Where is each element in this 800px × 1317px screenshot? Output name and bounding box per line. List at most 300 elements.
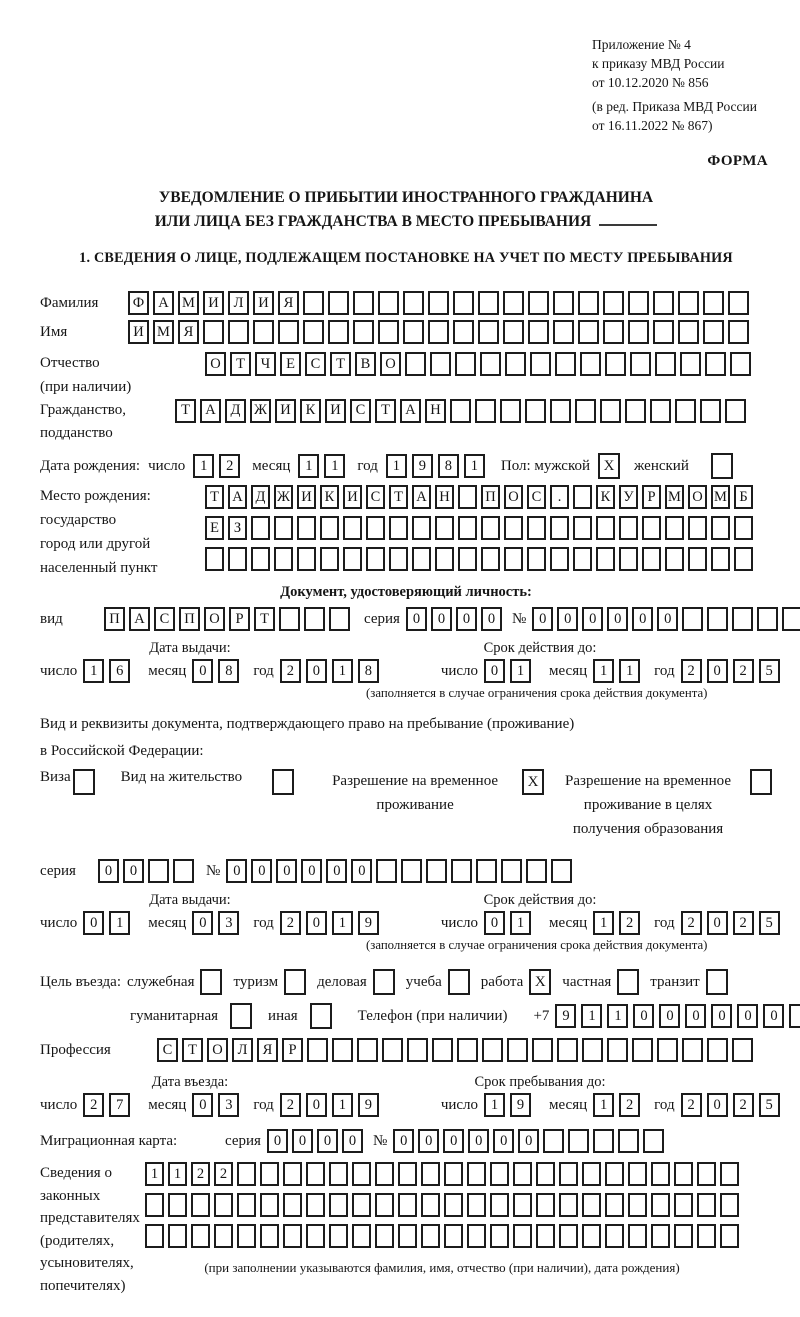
form-cell[interactable] — [605, 1162, 624, 1186]
form-cell[interactable]: 0 — [484, 659, 505, 683]
form-cell[interactable] — [605, 352, 626, 376]
form-cell[interactable] — [650, 399, 671, 423]
form-cell[interactable]: 2 — [219, 454, 240, 478]
form-cell[interactable]: 0 — [251, 859, 272, 883]
residence-permit-checkbox[interactable] — [272, 769, 294, 795]
form-cell[interactable]: 1 — [332, 659, 353, 683]
form-cell[interactable] — [527, 547, 546, 571]
form-cell[interactable]: 0 — [685, 1004, 706, 1028]
form-cell[interactable]: 0 — [393, 1129, 414, 1153]
form-cell[interactable] — [405, 352, 426, 376]
form-cell[interactable] — [596, 516, 615, 540]
form-cell[interactable]: 0 — [468, 1129, 489, 1153]
form-cell[interactable] — [582, 1193, 601, 1217]
form-cell[interactable]: Ж — [274, 485, 293, 509]
form-cell[interactable]: 0 — [707, 1093, 728, 1117]
form-cell[interactable]: Т — [175, 399, 196, 423]
form-cell[interactable] — [430, 352, 451, 376]
form-cell[interactable] — [306, 1193, 325, 1217]
form-cell[interactable] — [307, 1038, 328, 1062]
form-cell[interactable]: О — [688, 485, 707, 509]
form-cell[interactable] — [705, 352, 726, 376]
form-cell[interactable] — [536, 1224, 555, 1248]
form-cell[interactable]: 0 — [711, 1004, 732, 1028]
form-cell[interactable]: 2 — [619, 911, 640, 935]
form-cell[interactable] — [682, 1038, 703, 1062]
form-cell[interactable]: 0 — [406, 607, 427, 631]
form-cell[interactable]: 2 — [280, 911, 301, 935]
form-cell[interactable]: 9 — [555, 1004, 576, 1028]
form-cell[interactable]: Я — [257, 1038, 278, 1062]
form-cell[interactable]: П — [179, 607, 200, 631]
form-cell[interactable]: 1 — [298, 454, 319, 478]
form-cell[interactable] — [553, 320, 574, 344]
form-cell[interactable]: Я — [178, 320, 199, 344]
form-cell[interactable]: Т — [205, 485, 224, 509]
form-cell[interactable] — [578, 291, 599, 315]
form-cell[interactable]: 1 — [464, 454, 485, 478]
form-cell[interactable]: 2 — [681, 911, 702, 935]
form-cell[interactable] — [168, 1224, 187, 1248]
purpose-humanitarian-checkbox[interactable] — [230, 1003, 252, 1029]
form-cell[interactable] — [730, 352, 751, 376]
form-cell[interactable] — [674, 1224, 693, 1248]
form-cell[interactable] — [297, 516, 316, 540]
form-cell[interactable] — [582, 1038, 603, 1062]
form-cell[interactable] — [450, 399, 471, 423]
form-cell[interactable] — [382, 1038, 403, 1062]
form-cell[interactable] — [228, 547, 247, 571]
form-cell[interactable] — [444, 1162, 463, 1186]
form-cell[interactable] — [279, 607, 300, 631]
form-cell[interactable] — [467, 1193, 486, 1217]
form-cell[interactable] — [357, 1038, 378, 1062]
form-cell[interactable] — [573, 516, 592, 540]
form-cell[interactable] — [145, 1224, 164, 1248]
form-cell[interactable] — [278, 320, 299, 344]
form-cell[interactable] — [306, 1162, 325, 1186]
form-cell[interactable]: 7 — [109, 1093, 130, 1117]
temp-residence-checkbox[interactable]: X — [522, 769, 544, 795]
form-cell[interactable] — [513, 1193, 532, 1217]
form-cell[interactable]: С — [305, 352, 326, 376]
form-cell[interactable]: 8 — [358, 659, 379, 683]
form-cell[interactable]: Е — [280, 352, 301, 376]
form-cell[interactable] — [504, 516, 523, 540]
form-cell[interactable]: 0 — [532, 607, 553, 631]
form-cell[interactable] — [475, 399, 496, 423]
form-cell[interactable] — [697, 1193, 716, 1217]
form-cell[interactable] — [421, 1193, 440, 1217]
form-cell[interactable]: 0 — [557, 607, 578, 631]
form-cell[interactable] — [251, 516, 270, 540]
form-cell[interactable] — [253, 320, 274, 344]
form-cell[interactable] — [453, 320, 474, 344]
form-cell[interactable]: 0 — [306, 911, 327, 935]
form-cell[interactable]: Е — [205, 516, 224, 540]
form-cell[interactable]: М — [665, 485, 684, 509]
form-cell[interactable] — [580, 352, 601, 376]
form-cell[interactable] — [403, 291, 424, 315]
form-cell[interactable]: 2 — [733, 1093, 754, 1117]
form-cell[interactable] — [530, 352, 551, 376]
form-cell[interactable] — [398, 1224, 417, 1248]
form-cell[interactable] — [297, 547, 316, 571]
form-cell[interactable] — [651, 1162, 670, 1186]
form-cell[interactable] — [375, 1224, 394, 1248]
form-cell[interactable] — [476, 859, 497, 883]
form-cell[interactable]: М — [153, 320, 174, 344]
form-cell[interactable]: К — [596, 485, 615, 509]
form-cell[interactable] — [507, 1038, 528, 1062]
form-cell[interactable]: Б — [734, 485, 753, 509]
form-cell[interactable] — [720, 1224, 739, 1248]
form-cell[interactable]: 1 — [593, 1093, 614, 1117]
form-cell[interactable]: 0 — [737, 1004, 758, 1028]
form-cell[interactable] — [435, 516, 454, 540]
form-cell[interactable]: 0 — [431, 607, 452, 631]
form-cell[interactable] — [435, 547, 454, 571]
form-cell[interactable] — [700, 399, 721, 423]
form-cell[interactable]: 5 — [759, 1093, 780, 1117]
form-cell[interactable] — [428, 291, 449, 315]
form-cell[interactable]: 0 — [98, 859, 119, 883]
form-cell[interactable] — [674, 1193, 693, 1217]
form-cell[interactable]: 1 — [145, 1162, 164, 1186]
form-cell[interactable] — [628, 1224, 647, 1248]
form-cell[interactable] — [343, 547, 362, 571]
form-cell[interactable] — [734, 516, 753, 540]
form-cell[interactable] — [725, 399, 746, 423]
form-cell[interactable] — [653, 291, 674, 315]
form-cell[interactable]: 1 — [607, 1004, 628, 1028]
form-cell[interactable] — [680, 352, 701, 376]
form-cell[interactable] — [412, 516, 431, 540]
form-cell[interactable]: З — [228, 516, 247, 540]
form-cell[interactable] — [426, 859, 447, 883]
form-cell[interactable] — [553, 291, 574, 315]
form-cell[interactable] — [728, 291, 749, 315]
form-cell[interactable] — [630, 352, 651, 376]
form-cell[interactable] — [343, 516, 362, 540]
form-cell[interactable]: 3 — [218, 1093, 239, 1117]
form-cell[interactable]: А — [200, 399, 221, 423]
form-cell[interactable]: И — [343, 485, 362, 509]
form-cell[interactable] — [628, 320, 649, 344]
form-cell[interactable] — [632, 1038, 653, 1062]
form-cell[interactable]: С — [366, 485, 385, 509]
form-cell[interactable]: А — [129, 607, 150, 631]
form-cell[interactable]: Н — [425, 399, 446, 423]
form-cell[interactable] — [203, 320, 224, 344]
form-cell[interactable]: О — [205, 352, 226, 376]
form-cell[interactable] — [603, 291, 624, 315]
form-cell[interactable] — [628, 1162, 647, 1186]
form-cell[interactable] — [504, 547, 523, 571]
visa-checkbox[interactable] — [73, 769, 95, 795]
form-cell[interactable] — [478, 320, 499, 344]
form-cell[interactable]: А — [153, 291, 174, 315]
purpose-official-checkbox[interactable] — [200, 969, 222, 995]
form-cell[interactable]: О — [380, 352, 401, 376]
form-cell[interactable] — [605, 1193, 624, 1217]
form-cell[interactable] — [260, 1162, 279, 1186]
form-cell[interactable] — [642, 516, 661, 540]
form-cell[interactable]: 0 — [351, 859, 372, 883]
form-cell[interactable]: 0 — [707, 659, 728, 683]
form-cell[interactable]: 1 — [510, 911, 531, 935]
form-cell[interactable] — [490, 1162, 509, 1186]
form-cell[interactable] — [237, 1162, 256, 1186]
form-cell[interactable] — [304, 607, 325, 631]
form-cell[interactable]: 0 — [493, 1129, 514, 1153]
form-cell[interactable] — [366, 516, 385, 540]
form-cell[interactable] — [260, 1224, 279, 1248]
form-cell[interactable] — [543, 1129, 564, 1153]
form-cell[interactable]: 1 — [619, 659, 640, 683]
form-cell[interactable]: А — [228, 485, 247, 509]
form-cell[interactable]: 2 — [681, 659, 702, 683]
form-cell[interactable] — [329, 607, 350, 631]
form-cell[interactable]: П — [104, 607, 125, 631]
form-cell[interactable] — [421, 1162, 440, 1186]
form-cell[interactable] — [375, 1193, 394, 1217]
form-cell[interactable] — [303, 320, 324, 344]
form-cell[interactable] — [145, 1193, 164, 1217]
form-cell[interactable]: 0 — [292, 1129, 313, 1153]
form-cell[interactable]: 3 — [218, 911, 239, 935]
form-cell[interactable] — [251, 547, 270, 571]
form-cell[interactable] — [536, 1193, 555, 1217]
form-cell[interactable]: 1 — [168, 1162, 187, 1186]
form-cell[interactable]: 2 — [214, 1162, 233, 1186]
form-cell[interactable]: 0 — [276, 859, 297, 883]
form-cell[interactable] — [455, 352, 476, 376]
form-cell[interactable] — [205, 547, 224, 571]
form-cell[interactable] — [619, 516, 638, 540]
form-cell[interactable]: Т — [182, 1038, 203, 1062]
form-cell[interactable]: 0 — [306, 1093, 327, 1117]
form-cell[interactable] — [720, 1193, 739, 1217]
form-cell[interactable]: 0 — [342, 1129, 363, 1153]
form-cell[interactable]: 1 — [83, 659, 104, 683]
form-cell[interactable]: 0 — [306, 659, 327, 683]
form-cell[interactable] — [214, 1224, 233, 1248]
form-cell[interactable]: 0 — [484, 911, 505, 935]
purpose-study-checkbox[interactable] — [448, 969, 470, 995]
form-cell[interactable] — [352, 1224, 371, 1248]
form-cell[interactable] — [458, 547, 477, 571]
form-cell[interactable] — [366, 547, 385, 571]
form-cell[interactable] — [478, 291, 499, 315]
form-cell[interactable]: 0 — [707, 911, 728, 935]
form-cell[interactable]: 1 — [484, 1093, 505, 1117]
form-cell[interactable]: 1 — [332, 1093, 353, 1117]
form-cell[interactable]: Ч — [255, 352, 276, 376]
form-cell[interactable] — [458, 485, 477, 509]
form-cell[interactable]: Т — [230, 352, 251, 376]
form-cell[interactable]: 2 — [191, 1162, 210, 1186]
form-cell[interactable]: А — [412, 485, 431, 509]
form-cell[interactable] — [655, 352, 676, 376]
form-cell[interactable] — [555, 352, 576, 376]
edu-residence-checkbox[interactable] — [750, 769, 772, 795]
form-cell[interactable]: 0 — [192, 659, 213, 683]
form-cell[interactable] — [260, 1193, 279, 1217]
form-cell[interactable] — [628, 1193, 647, 1217]
form-cell[interactable]: 2 — [83, 1093, 104, 1117]
form-cell[interactable] — [665, 547, 684, 571]
form-cell[interactable]: 2 — [619, 1093, 640, 1117]
form-cell[interactable] — [557, 1038, 578, 1062]
form-cell[interactable]: 8 — [218, 659, 239, 683]
form-cell[interactable] — [551, 859, 572, 883]
form-cell[interactable] — [274, 516, 293, 540]
form-cell[interactable] — [682, 607, 703, 631]
form-cell[interactable] — [643, 1129, 664, 1153]
purpose-private-checkbox[interactable] — [617, 969, 639, 995]
form-cell[interactable]: 0 — [267, 1129, 288, 1153]
form-cell[interactable] — [389, 547, 408, 571]
form-cell[interactable] — [490, 1224, 509, 1248]
form-cell[interactable] — [283, 1162, 302, 1186]
form-cell[interactable]: 0 — [317, 1129, 338, 1153]
form-cell[interactable] — [444, 1224, 463, 1248]
form-cell[interactable] — [559, 1162, 578, 1186]
form-cell[interactable] — [352, 1193, 371, 1217]
form-cell[interactable]: 1 — [593, 659, 614, 683]
purpose-other-checkbox[interactable] — [310, 1003, 332, 1029]
form-cell[interactable] — [526, 859, 547, 883]
form-cell[interactable] — [678, 320, 699, 344]
form-cell[interactable] — [378, 320, 399, 344]
form-cell[interactable]: 5 — [759, 659, 780, 683]
form-cell[interactable]: Р — [282, 1038, 303, 1062]
form-cell[interactable]: Т — [254, 607, 275, 631]
form-cell[interactable]: 0 — [607, 607, 628, 631]
form-cell[interactable] — [303, 291, 324, 315]
form-cell[interactable]: 1 — [581, 1004, 602, 1028]
form-cell[interactable] — [782, 607, 800, 631]
form-cell[interactable] — [619, 547, 638, 571]
form-cell[interactable] — [657, 1038, 678, 1062]
form-cell[interactable]: 0 — [481, 607, 502, 631]
form-cell[interactable]: 1 — [510, 659, 531, 683]
form-cell[interactable]: 1 — [109, 911, 130, 935]
form-cell[interactable] — [398, 1162, 417, 1186]
form-cell[interactable] — [421, 1224, 440, 1248]
form-cell[interactable] — [757, 607, 778, 631]
form-cell[interactable]: 1 — [386, 454, 407, 478]
form-cell[interactable] — [228, 320, 249, 344]
form-cell[interactable] — [665, 516, 684, 540]
form-cell[interactable] — [525, 399, 546, 423]
purpose-transit-checkbox[interactable] — [706, 969, 728, 995]
form-cell[interactable] — [688, 547, 707, 571]
form-cell[interactable] — [707, 607, 728, 631]
form-cell[interactable] — [453, 291, 474, 315]
form-cell[interactable]: И — [203, 291, 224, 315]
form-cell[interactable] — [191, 1224, 210, 1248]
form-cell[interactable] — [283, 1224, 302, 1248]
form-cell[interactable] — [412, 547, 431, 571]
form-cell[interactable] — [329, 1193, 348, 1217]
form-cell[interactable] — [697, 1162, 716, 1186]
form-cell[interactable] — [505, 352, 526, 376]
form-cell[interactable] — [500, 399, 521, 423]
form-cell[interactable] — [173, 859, 194, 883]
form-cell[interactable] — [703, 320, 724, 344]
form-cell[interactable] — [651, 1193, 670, 1217]
form-cell[interactable]: Д — [251, 485, 270, 509]
form-cell[interactable] — [732, 607, 753, 631]
form-cell[interactable] — [607, 1038, 628, 1062]
form-cell[interactable]: И — [253, 291, 274, 315]
form-cell[interactable] — [536, 1162, 555, 1186]
form-cell[interactable]: 0 — [326, 859, 347, 883]
form-cell[interactable] — [320, 547, 339, 571]
form-cell[interactable]: М — [711, 485, 730, 509]
form-cell[interactable] — [332, 1038, 353, 1062]
form-cell[interactable] — [503, 291, 524, 315]
form-cell[interactable]: 0 — [518, 1129, 539, 1153]
form-cell[interactable] — [603, 320, 624, 344]
form-cell[interactable] — [407, 1038, 428, 1062]
form-cell[interactable]: С — [157, 1038, 178, 1062]
form-cell[interactable] — [378, 291, 399, 315]
form-cell[interactable]: Я — [278, 291, 299, 315]
form-cell[interactable] — [550, 547, 569, 571]
form-cell[interactable]: В — [355, 352, 376, 376]
form-cell[interactable] — [401, 859, 422, 883]
form-cell[interactable] — [482, 1038, 503, 1062]
form-cell[interactable]: 1 — [593, 911, 614, 935]
form-cell[interactable] — [528, 320, 549, 344]
form-cell[interactable] — [352, 1162, 371, 1186]
form-cell[interactable] — [711, 547, 730, 571]
form-cell[interactable] — [503, 320, 524, 344]
form-cell[interactable]: 0 — [226, 859, 247, 883]
form-cell[interactable] — [596, 547, 615, 571]
form-cell[interactable]: Т — [330, 352, 351, 376]
form-cell[interactable]: 0 — [632, 607, 653, 631]
form-cell[interactable]: О — [204, 607, 225, 631]
form-cell[interactable]: 1 — [332, 911, 353, 935]
form-cell[interactable] — [480, 352, 501, 376]
form-cell[interactable] — [675, 399, 696, 423]
form-cell[interactable] — [283, 1193, 302, 1217]
form-cell[interactable]: 0 — [633, 1004, 654, 1028]
form-cell[interactable] — [481, 547, 500, 571]
form-cell[interactable]: Т — [375, 399, 396, 423]
form-cell[interactable]: 0 — [83, 911, 104, 935]
form-cell[interactable] — [728, 320, 749, 344]
form-cell[interactable]: 2 — [733, 911, 754, 935]
form-cell[interactable] — [458, 516, 477, 540]
form-cell[interactable]: С — [350, 399, 371, 423]
form-cell[interactable] — [490, 1193, 509, 1217]
form-cell[interactable] — [593, 1129, 614, 1153]
form-cell[interactable] — [720, 1162, 739, 1186]
form-cell[interactable] — [532, 1038, 553, 1062]
form-cell[interactable]: О — [504, 485, 523, 509]
form-cell[interactable]: С — [154, 607, 175, 631]
form-cell[interactable] — [550, 399, 571, 423]
form-cell[interactable] — [403, 320, 424, 344]
form-cell[interactable]: Д — [225, 399, 246, 423]
form-cell[interactable]: П — [481, 485, 500, 509]
form-cell[interactable]: 9 — [412, 454, 433, 478]
